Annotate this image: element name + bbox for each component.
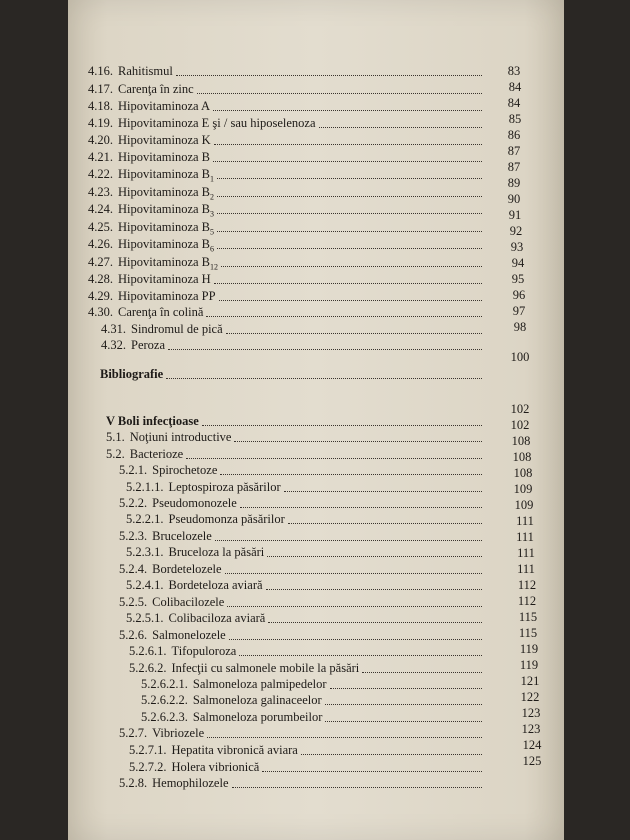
toc-entry-title: Hipovitaminoza H xyxy=(118,272,211,286)
toc-entry xyxy=(119,724,486,740)
toc-entry-title: Hemophilozele xyxy=(152,776,229,790)
toc-page-number: 112 xyxy=(517,594,537,608)
toc-entry xyxy=(88,235,486,254)
toc-entry-title: Hipovitaminoza K xyxy=(118,133,211,147)
toc-page-number: 92 xyxy=(509,224,523,238)
toc-page-number: 97 xyxy=(512,304,526,318)
dot-leader xyxy=(221,266,482,267)
toc-page-number: 122 xyxy=(520,690,540,704)
toc-entry-title: Hipovitaminoza $B_6$ xyxy=(118,237,214,254)
toc-entry-number: 4.22. xyxy=(88,167,113,181)
toc-entry xyxy=(88,165,486,184)
toc-entry-number: 5.2.8. xyxy=(119,776,148,790)
dot-leader xyxy=(186,458,482,459)
toc-page-number: 87 xyxy=(507,144,521,158)
dot-leader xyxy=(234,441,482,442)
toc-entry-title: Peroza xyxy=(131,338,166,352)
toc-page-number: 111 xyxy=(517,546,535,560)
toc-entry xyxy=(106,412,486,428)
toc-entry-number: 5.2.4. xyxy=(119,562,148,576)
dot-leader xyxy=(239,655,482,656)
toc-entry-number: 5.1. xyxy=(106,430,125,444)
dot-leader xyxy=(268,622,482,623)
toc-page-number: 83 xyxy=(507,64,521,78)
toc-page-number: 84 xyxy=(507,96,521,110)
dot-leader xyxy=(213,161,482,162)
toc-entry-number: 5.2.3. xyxy=(119,529,148,543)
toc-entry-number: 4.29. xyxy=(88,289,113,303)
toc-entry-number: 4.28. xyxy=(88,272,113,286)
toc-page-number: 115 xyxy=(518,610,538,624)
toc-page-number: 125 xyxy=(522,754,542,768)
dot-leader xyxy=(217,196,482,197)
toc-entry-title: Pseudomonza păsărilor xyxy=(168,512,285,526)
table-of-contents xyxy=(68,0,564,840)
dot-leader xyxy=(288,523,482,524)
toc-entry-title: Hipovitaminoza B xyxy=(118,150,210,164)
toc-entry-title: Hipovitaminoza $B_5$ xyxy=(118,220,214,237)
dot-leader xyxy=(214,144,482,145)
toc-entry-title: Bibliografie xyxy=(100,367,164,381)
toc-entry-number: 5.2.6.2.3. xyxy=(141,710,188,724)
toc-entry-title: Hipovitaminoza A xyxy=(118,99,210,113)
toc-entry-subscript: 6 xyxy=(210,244,214,254)
toc-entry xyxy=(119,461,486,477)
toc-entry xyxy=(119,494,486,510)
toc-entry-number: 4.32. xyxy=(101,338,126,352)
toc-entry-title: Vibriozele xyxy=(152,726,205,740)
toc-entry xyxy=(88,114,486,130)
toc-page-number: 94 xyxy=(511,256,525,270)
toc-entry-number: 4.24. xyxy=(88,202,113,216)
toc-entry-number: 4.26. xyxy=(88,237,113,251)
toc-entry xyxy=(129,741,486,757)
toc-entry xyxy=(101,336,486,352)
toc-entry-title: Hipovitaminoza PP xyxy=(118,289,216,303)
toc-page-number: 109 xyxy=(514,498,534,512)
toc-entry xyxy=(119,593,486,609)
toc-entry-number: 5.2.7. xyxy=(119,726,148,740)
toc-entry xyxy=(141,708,486,724)
dot-leader xyxy=(202,425,482,426)
toc-page-number: 123 xyxy=(521,722,541,736)
dot-leader xyxy=(227,606,482,607)
toc-page-number: 115 xyxy=(518,626,538,640)
toc-entry xyxy=(141,675,486,691)
toc-entry-title: Noţiuni introductive xyxy=(129,430,232,444)
toc-entry-number: 4.18. xyxy=(88,99,113,113)
dot-leader xyxy=(262,771,482,772)
toc-entry-number: 5.2.7.1. xyxy=(129,743,167,757)
toc-entry-number: 5.2.5.1. xyxy=(126,611,164,625)
dot-leader xyxy=(229,639,482,640)
toc-entry-title: Salmonelozele xyxy=(152,628,226,642)
toc-entry-number: 4.31. xyxy=(101,322,126,336)
toc-entry-number: 4.23. xyxy=(88,185,113,199)
toc-entry-title: Hipovitaminoza $B_3$ xyxy=(118,202,214,219)
toc-entry-number: 5.2.7.2. xyxy=(129,760,167,774)
toc-page-number: 102 xyxy=(510,418,530,432)
toc-entry xyxy=(129,758,486,774)
dot-leader xyxy=(217,248,482,249)
toc-entry-number: 4.21. xyxy=(88,150,113,164)
toc-entry-number: 5.2.6.2. xyxy=(129,661,167,675)
toc-entry xyxy=(141,691,486,707)
toc-entry-title: Infecţii cu salmonele mobile la păsări xyxy=(171,661,360,675)
toc-entry-title: Rahitismul xyxy=(118,64,173,78)
toc-page-number: 90 xyxy=(507,192,521,206)
toc-entry xyxy=(119,774,486,790)
toc-entry-number: 4.27. xyxy=(88,255,113,269)
dot-leader xyxy=(362,672,482,673)
toc-entry-number: 5.2.2.1. xyxy=(126,512,164,526)
toc-entry xyxy=(88,80,486,96)
toc-entry-subscript: 2 xyxy=(210,192,214,202)
toc-page-number: 109 xyxy=(513,482,533,496)
dot-leader xyxy=(217,231,482,232)
toc-entry-title: Colibaciloza aviară xyxy=(168,611,266,625)
toc-page-number: 112 xyxy=(517,578,537,592)
toc-entry xyxy=(119,560,486,576)
dot-leader xyxy=(232,787,483,788)
toc-page-number: 95 xyxy=(511,272,525,286)
toc-entry-number: 5.2.5. xyxy=(119,595,148,609)
dot-leader xyxy=(214,283,482,284)
toc-entry-title: Leptospiroza păsărilor xyxy=(168,480,281,494)
toc-entry-title: Tifopuloroza xyxy=(171,644,237,658)
toc-entry-subscript: 3 xyxy=(210,209,214,219)
toc-entry-title: Sindromul de pică xyxy=(131,322,223,336)
dot-leader xyxy=(215,540,482,541)
toc-entry-number: 4.16. xyxy=(88,64,113,78)
toc-entry-number: 5.2. xyxy=(106,447,125,461)
toc-page-number: 111 xyxy=(516,530,534,544)
toc-page-number: 111 xyxy=(517,562,535,576)
toc-page-number: 96 xyxy=(512,288,526,302)
dot-leader xyxy=(225,573,482,574)
toc-page-number: 108 xyxy=(511,434,531,448)
dot-leader xyxy=(266,589,482,590)
toc-entry-number: 4.17. xyxy=(88,82,113,96)
dot-leader xyxy=(330,688,482,689)
toc-entry-subscript: 1 xyxy=(210,174,214,184)
toc-entry xyxy=(126,478,486,494)
toc-page-number: 87 xyxy=(507,160,521,174)
toc-entry-number: 5.2.1. xyxy=(119,463,148,477)
toc-entry-title: Hipovitaminoza $B_1$ xyxy=(118,167,214,184)
toc-entry xyxy=(88,303,486,319)
toc-page-number: 108 xyxy=(512,450,532,464)
toc-entry-title: Hipovitaminoza $B_{12}$ xyxy=(118,255,218,272)
toc-entry xyxy=(88,253,486,272)
toc-entry-title: Salmoneloza palmipedelor xyxy=(192,677,327,691)
dot-leader xyxy=(219,300,482,301)
toc-entry xyxy=(88,200,486,219)
toc-entry-title: Carenţa în colină xyxy=(118,305,204,319)
toc-entry xyxy=(126,543,486,559)
toc-page-number: 111 xyxy=(516,514,534,528)
dot-leader xyxy=(197,93,482,94)
toc-page-number: 121 xyxy=(520,674,540,688)
toc-entry xyxy=(119,626,486,642)
toc-entry-title: Bordetelozele xyxy=(152,562,222,576)
toc-entry-title: Bruceloza la păsări xyxy=(168,545,265,559)
dot-leader xyxy=(325,721,482,722)
toc-entry-number: 5.2.2. xyxy=(119,496,148,510)
toc-page-number: 98 xyxy=(513,320,527,334)
toc-entry xyxy=(88,148,486,164)
toc-entry xyxy=(88,62,486,78)
toc-entry xyxy=(88,183,486,202)
toc-entry xyxy=(129,659,486,675)
toc-page-number: 85 xyxy=(508,112,522,126)
dot-leader xyxy=(207,737,482,738)
toc-entry-subscript: 5 xyxy=(210,227,214,237)
toc-entry-subscript: 12 xyxy=(210,262,218,272)
toc-page-number: 86 xyxy=(507,128,521,142)
toc-entry xyxy=(126,576,486,592)
toc-entry-title: Bordeteloza aviară xyxy=(168,578,263,592)
dot-leader xyxy=(284,491,482,492)
toc-page-number: 119 xyxy=(519,658,539,672)
toc-entry-title: V Boli infecţioase xyxy=(106,414,199,428)
dot-leader xyxy=(301,754,482,755)
toc-entry-title: Salmoneloza galinaceelor xyxy=(192,693,322,707)
toc-entry xyxy=(106,445,486,461)
toc-entry-number: 4.25. xyxy=(88,220,113,234)
toc-entry xyxy=(100,365,486,381)
toc-entry xyxy=(126,510,486,526)
toc-page-number: 100 xyxy=(510,350,530,364)
dot-leader xyxy=(166,378,482,379)
toc-entry-number: 4.30. xyxy=(88,305,113,319)
toc-entry xyxy=(88,270,486,286)
toc-entry-number: 5.2.6.1. xyxy=(129,644,167,658)
toc-entry-number: 4.20. xyxy=(88,133,113,147)
toc-entry-number: 4.19. xyxy=(88,116,113,130)
dot-leader xyxy=(267,556,482,557)
dot-leader xyxy=(240,507,482,508)
toc-page-number: 124 xyxy=(522,738,542,752)
toc-entry xyxy=(88,97,486,113)
toc-entry xyxy=(88,287,486,303)
toc-entry-title: Hipovitaminoza E şi / sau hiposelenoza xyxy=(118,116,316,130)
toc-page-number: 84 xyxy=(508,80,522,94)
toc-page-number: 108 xyxy=(513,466,533,480)
toc-entry-title: Pseudomonozele xyxy=(152,496,237,510)
toc-entry-title: Brucelozele xyxy=(152,529,212,543)
toc-entry-title: Hipovitaminoza $B_2$ xyxy=(118,185,214,202)
toc-entry xyxy=(126,609,486,625)
dot-leader xyxy=(226,333,482,334)
dot-leader xyxy=(217,213,482,214)
toc-entry xyxy=(101,320,486,336)
toc-entry-title: Holera vibrionică xyxy=(171,760,260,774)
toc-entry-number: 5.2.3.1. xyxy=(126,545,164,559)
toc-entry xyxy=(88,218,486,237)
dot-leader xyxy=(206,316,482,317)
toc-entry-number: 5.2.1.1. xyxy=(126,480,164,494)
toc-entry-title: Carenţa în zinc xyxy=(118,82,194,96)
dot-leader xyxy=(213,110,482,111)
book-page xyxy=(68,0,564,840)
toc-page-number: 102 xyxy=(510,402,530,416)
toc-page-number: 93 xyxy=(510,240,524,254)
toc-page-number: 119 xyxy=(519,642,539,656)
toc-page-number: 123 xyxy=(521,706,541,720)
toc-entry-title: Bacterioze xyxy=(129,447,184,461)
toc-entry-number: 5.2.6. xyxy=(119,628,148,642)
toc-entry xyxy=(119,527,486,543)
toc-entry-number: 5.2.6.2.1. xyxy=(141,677,188,691)
toc-page-number: 89 xyxy=(507,176,521,190)
dot-leader xyxy=(168,349,482,350)
toc-entry-title: Colibacilozele xyxy=(152,595,225,609)
toc-page-number: 91 xyxy=(508,208,522,222)
dot-leader xyxy=(217,178,482,179)
toc-entry-number: 5.2.6.2.2. xyxy=(141,693,188,707)
toc-entry-title: Hepatita vibronică aviara xyxy=(171,743,298,757)
toc-entry xyxy=(106,428,486,444)
dot-leader xyxy=(176,75,482,76)
dot-leader xyxy=(319,127,482,128)
toc-entry-number: 5.2.4.1. xyxy=(126,578,164,592)
toc-entry xyxy=(88,131,486,147)
toc-entry-title: Salmoneloza porumbeilor xyxy=(192,710,323,724)
toc-entry xyxy=(129,642,486,658)
dot-leader xyxy=(325,704,482,705)
dot-leader xyxy=(220,474,482,475)
toc-entry-title: Spirochetoze xyxy=(152,463,218,477)
